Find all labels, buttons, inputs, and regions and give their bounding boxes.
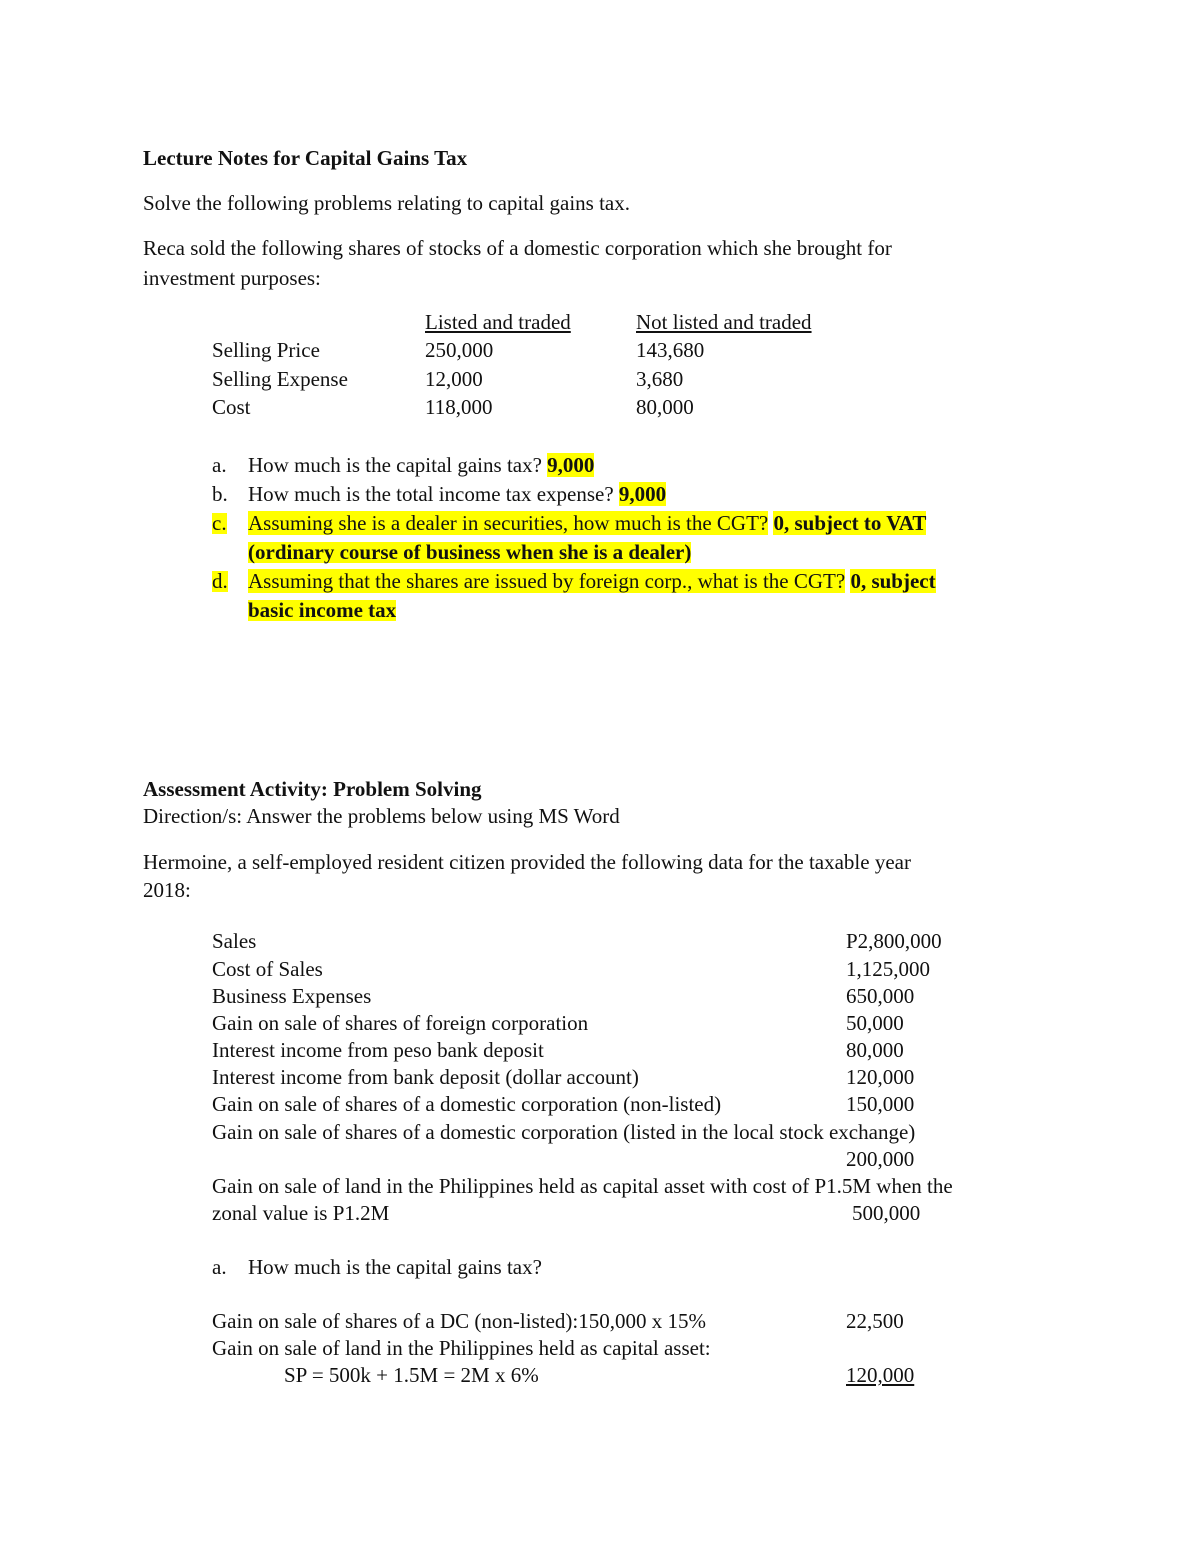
item-value: 500,000 xyxy=(852,1201,921,1225)
question-text: How much is the capital gains tax? xyxy=(248,1255,542,1279)
page-title: Lecture Notes for Capital Gains Tax xyxy=(143,146,468,170)
item-label: Business Expenses xyxy=(212,984,372,1008)
assessment-direction: Direction/s: Answer the problems below using MS Word xyxy=(143,804,620,828)
list-item xyxy=(248,513,926,534)
answer-highlight: 9,000 xyxy=(618,482,667,506)
intro-line-2: investment purposes: xyxy=(143,266,321,290)
item-label: Cost of Sales xyxy=(212,957,323,981)
item-label: Gain on sale of shares of a domestic corporation (non-listed) xyxy=(212,1092,722,1116)
list-marker: a. xyxy=(212,453,227,477)
answer-highlight: 0, subject xyxy=(850,569,936,593)
assessment-intro-line-1: Hermoine, a self-employed resident citizen provided the following data for the taxable year xyxy=(143,850,911,874)
row-value-listed: 250,000 xyxy=(425,338,494,362)
assessment-title: Assessment Activity: Problem Solving xyxy=(143,777,482,801)
row-label: Cost xyxy=(212,395,251,419)
item-value: 1,125,000 xyxy=(846,957,930,981)
row-value-not-listed: 3,680 xyxy=(636,367,684,391)
list-item xyxy=(248,455,594,476)
item-label: Gain on sale of land in the Philippines held as capital asset with cost of P1.5M when the xyxy=(212,1174,953,1198)
item-value: 80,000 xyxy=(846,1038,904,1062)
item-label: Gain on sale of shares of foreign corporation xyxy=(212,1011,589,1035)
assessment-intro-line-2: 2018: xyxy=(143,878,191,902)
item-label: Interest income from peso bank deposit xyxy=(212,1038,544,1062)
item-label: Sales xyxy=(212,929,257,953)
item-value: 200,000 xyxy=(846,1147,915,1171)
question-text: How much is the total income tax expense? xyxy=(248,482,614,506)
solution-line: Gain on sale of land in the Philippines held as capital asset: xyxy=(212,1336,711,1360)
solution-value: 22,500 xyxy=(846,1309,904,1333)
solution-value: 120,000 xyxy=(846,1363,915,1387)
list-marker: b. xyxy=(212,482,228,506)
intro-line-1: Reca sold the following shares of stocks of a domestic corporation which she brought for xyxy=(143,236,892,260)
item-value: 650,000 xyxy=(846,984,915,1008)
item-value: 150,000 xyxy=(846,1092,915,1116)
item-label: Interest income from bank deposit (dollar account) xyxy=(212,1065,639,1089)
answer-highlight-continued: basic income tax xyxy=(248,598,397,622)
item-value: 120,000 xyxy=(846,1065,915,1089)
solution-line: SP = 500k + 1.5M = 2M x 6% xyxy=(284,1363,539,1387)
row-value-not-listed: 80,000 xyxy=(636,395,694,419)
item-value: P2,800,000 xyxy=(846,929,942,953)
row-label: Selling Price xyxy=(212,338,320,362)
list-marker: c. xyxy=(212,511,227,535)
solution-line: Gain on sale of shares of a DC (non-listed):150,000 x 15% xyxy=(212,1309,706,1333)
answer-highlight-continued: (ordinary course of business when she is a dealer) xyxy=(248,540,692,564)
item-value: 50,000 xyxy=(846,1011,904,1035)
column-header-listed: Listed and traded xyxy=(425,310,571,334)
column-header-not-listed: Not listed and traded xyxy=(636,310,812,334)
row-label: Selling Expense xyxy=(212,367,348,391)
list-item xyxy=(248,484,666,505)
row-value-listed: 118,000 xyxy=(425,395,493,419)
list-marker: a. xyxy=(212,1255,227,1279)
answer-highlight: 0, subject to VAT xyxy=(773,511,927,535)
item-label: Gain on sale of shares of a domestic corporation (listed in the local stock exchange) xyxy=(212,1120,916,1144)
answer-highlight: 9,000 xyxy=(547,453,595,477)
question-text: Assuming she is a dealer in securities, how much is the CGT? xyxy=(248,511,769,535)
row-value-listed: 12,000 xyxy=(425,367,483,391)
instruction-text: Solve the following problems relating to capital gains tax. xyxy=(143,191,630,215)
list-item xyxy=(248,571,936,592)
question-text: How much is the capital gains tax? xyxy=(248,453,542,477)
question-text: Assuming that the shares are issued by foreign corp., what is the CGT? xyxy=(248,569,846,593)
list-marker: d. xyxy=(212,569,228,593)
row-value-not-listed: 143,680 xyxy=(636,338,705,362)
item-label-continued: zonal value is P1.2M xyxy=(212,1201,390,1225)
